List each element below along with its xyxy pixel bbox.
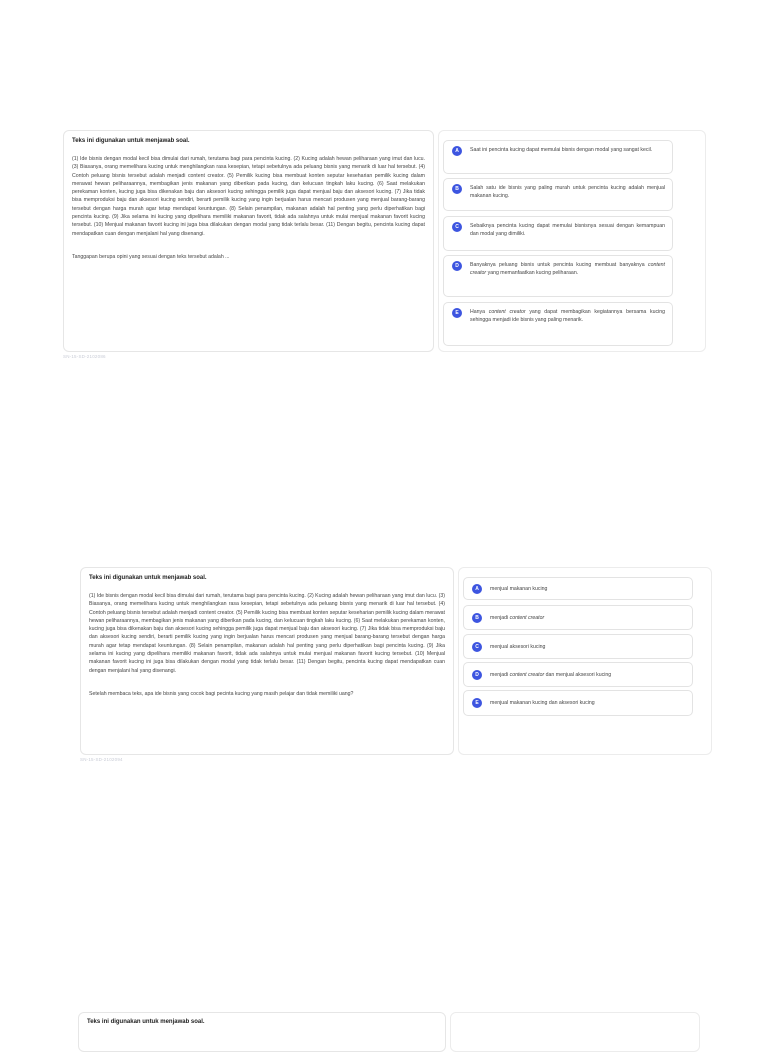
option-letter-badge: B bbox=[452, 184, 462, 194]
option-text: menjual makanan kucing dan aksesori kucing bbox=[490, 700, 595, 706]
option-d[interactable] bbox=[443, 255, 673, 297]
passage-title: Teks ini digunakan untuk menjawab soal. bbox=[72, 138, 190, 144]
option-letter-badge: E bbox=[472, 698, 482, 708]
option-text-part: yang memanfaatkan kucing peliharaan. bbox=[486, 270, 579, 276]
question-text: Setelah membaca teks, apa ide bisnis yang cocok bagi pecinta kucing yang masih pelajar dan tidak memiliki uang? bbox=[89, 690, 354, 697]
option-b[interactable] bbox=[443, 178, 673, 211]
option-letter-badge: C bbox=[472, 642, 482, 652]
options-panel-3 bbox=[450, 1012, 700, 1052]
option-text bbox=[470, 261, 665, 277]
option-text-part: Hanya bbox=[470, 309, 489, 315]
option-text-part: Banyaknya peluang bisnis untuk pencinta kucing membuat banyaknya bbox=[470, 262, 648, 268]
option-text: Sebaiknya pencinta kucing dapat memulai bisnisnya sesuai dengan kemampuan dan modal yang dimiliki. bbox=[470, 223, 665, 237]
option-text-emphasis: content creator bbox=[509, 614, 545, 621]
option-a[interactable] bbox=[443, 140, 673, 174]
passage-panel-2 bbox=[80, 567, 454, 755]
option-a[interactable] bbox=[463, 577, 693, 600]
option-text bbox=[490, 671, 685, 679]
option-text-part: dan menjual aksesori kucing bbox=[544, 671, 612, 678]
option-text: menjual makanan kucing bbox=[490, 585, 548, 592]
option-d[interactable] bbox=[463, 662, 693, 687]
passage-panel-1 bbox=[63, 130, 434, 352]
option-letter-badge: A bbox=[472, 584, 482, 594]
option-text-part: yang dapat membagikan kegiatannya bersama kucing sehingga menjadi ide bisnis yang paling menarik. bbox=[470, 309, 666, 323]
option-text-emphasis: content creator bbox=[470, 262, 665, 276]
passage-text: (1) Ide bisnis dengan modal kecil bisa dimulai dari rumah, terutama bagi para pencinta kucing. (2) Kucing adalah hewan peliharaan yang imut dan lucu. (3) Biasanya, orang memelihara kucing untuk menghilangkan rasa kesepian, tetapi sebetulnya ada peluang bisnis yang menarik di luar hal tersebut. (4) Contoh peluang bisnis tersebut adalah menjadi content creator. (5) Pemilik kucing bisa membuat konten seputar keseharian pemilik kucing dalam merawat hewan peliharaannya, membagikan jenis makanan yang diberikan pada kucing, dan kelucuan tingkah laku kucing. (6) Saat melakukan perekaman konten, kucing juga bisa dikenakan baju dan aksesori kucing sehingga pemilik juga dapat menjual baju dan aksesori kucing. (7) Jika tidak bisa memproduksi baju dan aksesori kucing sendiri, berarti pemilik kucing yang ingin berjualan harus mencari produsen yang menjual barang-barang tersebut dengan harga murah agar tetap mendapat keuntungan. (8) Selain penampilan, makanan adalah hal penting yang perlu diperhatikan bagi pencinta kucing. (9) Jika selama ini kucing yang dipelihara memiliki makanan favorit, tidak ada salahnya untuk mulai menjual makanan favorit kucing tersebut. (10) Menjual makanan favorit kucing ini juga bisa dilakukan dengan modal yang tidak terlalu besar. (11) Dengan begitu, pencinta kucing dapat mendapatkan cuan dengan menjalani hal yang disenangi. bbox=[89, 593, 445, 674]
option-text: Saat ini pencinta kucing dapat memulai bisnis dengan modal yang sangat kecil. bbox=[470, 147, 653, 153]
option-c[interactable] bbox=[443, 216, 673, 251]
option-letter-badge: D bbox=[452, 261, 462, 271]
option-b[interactable] bbox=[463, 605, 693, 630]
option-letter-badge: D bbox=[472, 670, 482, 680]
option-letter-badge: A bbox=[452, 146, 462, 156]
option-letter-badge: B bbox=[472, 613, 482, 623]
option-text-part: menjadi bbox=[490, 614, 510, 621]
option-text-emphasis: content creator bbox=[509, 671, 545, 678]
passage-panel-3 bbox=[78, 1012, 446, 1052]
question-text: Tanggapan berupa opini yang sesuai dengan teks tersebut adalah ... bbox=[72, 253, 230, 260]
passage-title: Teks ini digunakan untuk menjawab soal. bbox=[89, 575, 207, 581]
question-code: SN-15-SD-2102094 bbox=[80, 757, 123, 762]
passage-text: (1) Ide bisnis dengan modal kecil bisa dimulai dari rumah, terutama bagi para pencinta kucing. (2) Kucing adalah hewan peliharaan yang imut dan lucu. (3) Biasanya, orang memelihara kucing untuk menghilangkan rasa kesepian, tetapi sebetulnya ada peluang bisnis yang menarik di luar hal tersebut. (4) Contoh peluang bisnis tersebut adalah menjadi content creator. (5) Pemilik kucing bisa membuat konten seputar keseharian pemilik kucing dalam merawat hewan peliharaannya, membagikan jenis makanan yang diberikan pada kucing, dan kelucuan tingkah laku kucing. (6) Saat melakukan perekaman konten, kucing juga bisa dikenakan baju dan aksesori kucing sehingga pemilik juga dapat menjual baju dan aksesori kucing. (7) Jika tidak bisa memproduksi baju dan aksesori kucing sendiri, berarti pemilik kucing yang ingin berjualan harus mencari produsen yang menjual barang-barang tersebut dengan harga murah agar tetap mendapat keuntungan. (8) Selain penampilan, makanan adalah hal penting yang perlu diperhatikan bagi pencinta kucing. (9) Jika selama ini kucing yang dipelihara memiliki makanan favorit, tidak ada salahnya untuk mulai menjual makanan favorit kucing tersebut. (10) Menjual makanan favorit kucing ini juga bisa dilakukan dengan modal yang tidak terlalu besar. (11) Dengan begitu, pencinta kucing dapat mendapatkan cuan dengan menjalani hal yang disenangi. bbox=[72, 156, 425, 237]
option-letter-badge: C bbox=[452, 222, 462, 232]
option-e[interactable] bbox=[463, 690, 693, 716]
option-text: menjual aksesori kucing bbox=[490, 643, 546, 650]
option-text bbox=[490, 614, 685, 622]
option-e[interactable] bbox=[443, 302, 673, 346]
option-text-part: menjadi bbox=[490, 671, 510, 678]
option-c[interactable] bbox=[463, 634, 693, 659]
question-code: SN-15-SD-2102086 bbox=[63, 354, 106, 359]
option-letter-badge: E bbox=[452, 308, 462, 318]
option-text-emphasis: content creator bbox=[488, 309, 526, 315]
passage-title: Teks ini digunakan untuk menjawab soal. bbox=[87, 1019, 205, 1025]
option-text: Salah satu ide bisnis yang paling murah untuk pencinta kucing adalah menjual makanan kucing. bbox=[470, 185, 665, 199]
option-text bbox=[470, 308, 665, 324]
